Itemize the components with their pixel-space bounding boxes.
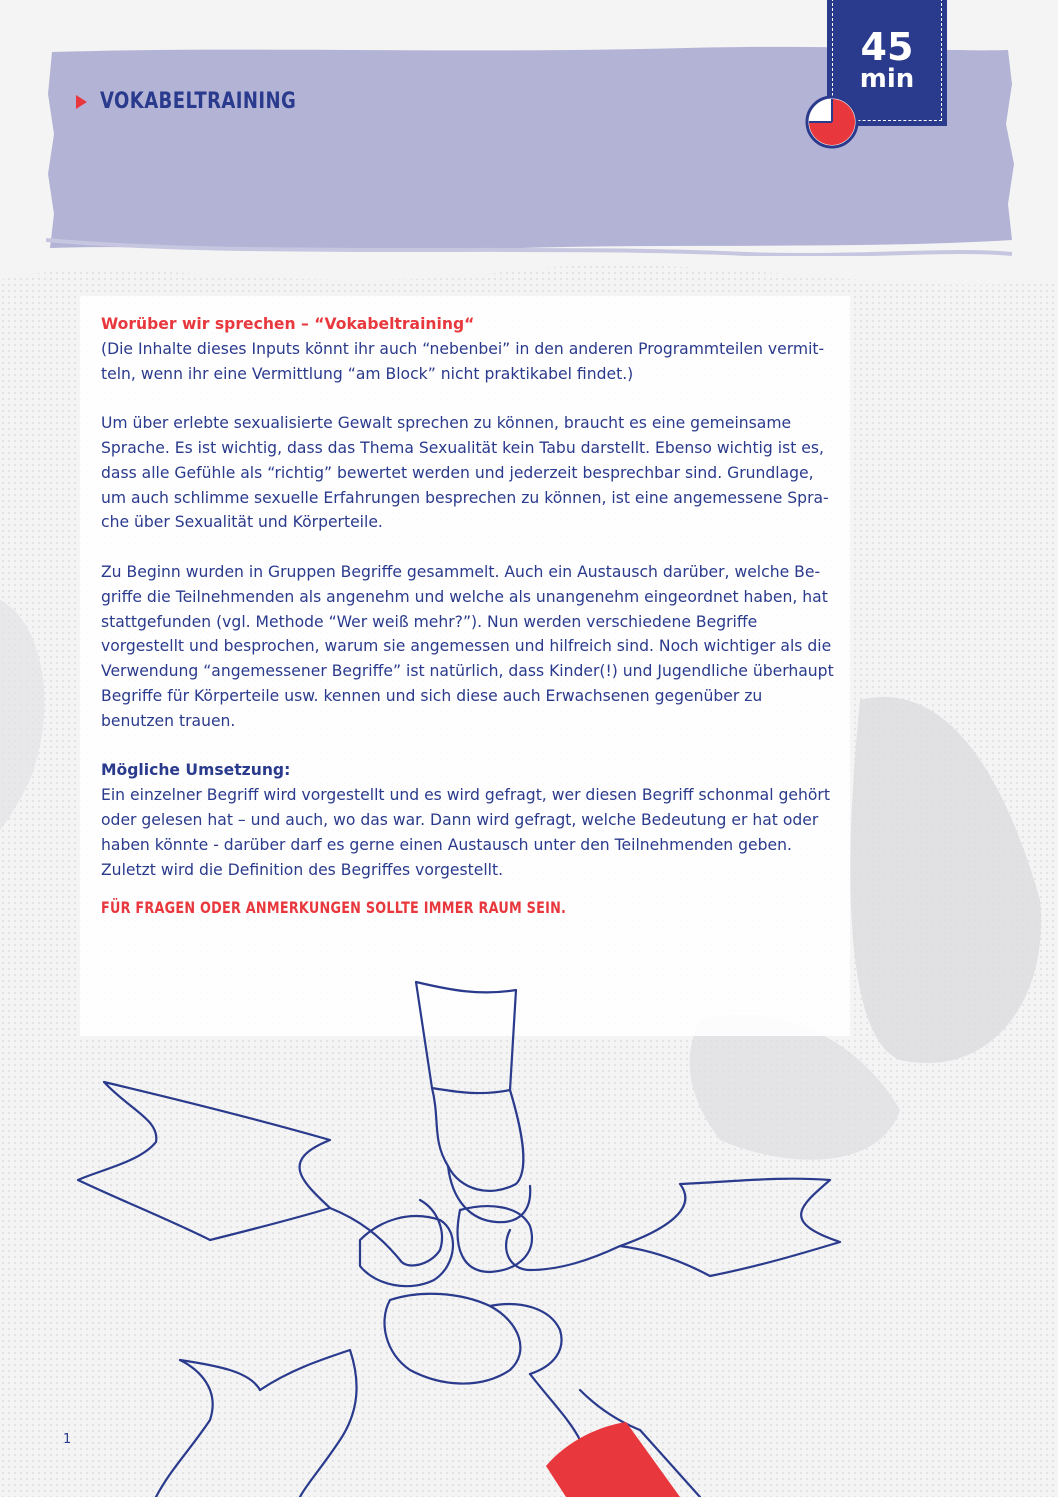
section-heading-blue: Mögliche Umsetzung: bbox=[101, 761, 291, 780]
section-heading-red: Worüber wir sprechen – “Vokabeltraining“ bbox=[101, 315, 475, 333]
intro-note: (Die Inhalte dieses Inputs könnt ihr auch “nebenbei” in den anderen Programmteilen vermitteln, wenn ihr eine Vermittlung “am Block” nicht praktikabel findet.) bbox=[101, 339, 825, 383]
duration-value: 45 bbox=[860, 25, 914, 69]
implementation-text: Ein einzelner Begriff wird vorgestellt und es wird gefragt, wer diesen Begriff schonmal gehört oder gelesen hat – und auch, wo das war. Dann wird gefragt, welche Bedeutung er hat oder haben könnte - darüber darf es gerne einen Austausch unter den Teilnehmenden geben. Zuletzt wird die Definition des Begriffes vorgestellt. bbox=[101, 786, 830, 879]
paragraph-language: Um über erlebte sexualisierte Gewalt sprechen zu können, braucht es eine gemeinsame Sprache. Es ist wichtig, dass das Thema Sexualität kein Tabu darstellt. Ebenso wichtig ist es, dass alle Gefühle als “richtig” bewertet werden und jederzeit besprechbar sind. Grundlage, um auch schlimme sexuelle Erfahrungen besprechen zu können, ist eine angemessene Sprache über Sexualität und Körperteile. bbox=[101, 414, 829, 532]
duration-unit: min bbox=[859, 64, 915, 94]
stacked-hands-illustration bbox=[60, 970, 880, 1497]
title-marker-icon bbox=[76, 95, 87, 109]
page-number: 1 bbox=[63, 1432, 72, 1447]
intro-section bbox=[101, 312, 836, 386]
body-text bbox=[101, 312, 836, 907]
callout-note: FÜR FRAGEN ODER ANMERKUNGEN SOLLTE IMMER RAUM SEIN. bbox=[101, 898, 567, 917]
paragraph-terms: Zu Beginn wurden in Gruppen Begriffe gesammelt. Auch ein Austausch darüber, welche Begriffe die Teilnehmenden als angenehm und welche als unangenehm eingeordnet haben, hat stattgefunden (vgl. Methode “Wer weiß mehr?”). Nun werden verschiedene Begriffe vorgestellt und besprochen, warum sie angemessen und hilfreich sind. Noch wichtiger als die Verwendung “angemessener Begriffe” ist natürlich, dass Kinder(!) und Jugendliche überhaupt Begriffe für Körperteile usw. kennen und sich diese auch Erwachsenen gegenüber zu benutzen trauen. bbox=[101, 562, 834, 730]
quarter-clock-icon bbox=[804, 94, 860, 150]
page-title: VOKABELTRAINING bbox=[100, 89, 297, 114]
implementation-section bbox=[101, 758, 836, 882]
